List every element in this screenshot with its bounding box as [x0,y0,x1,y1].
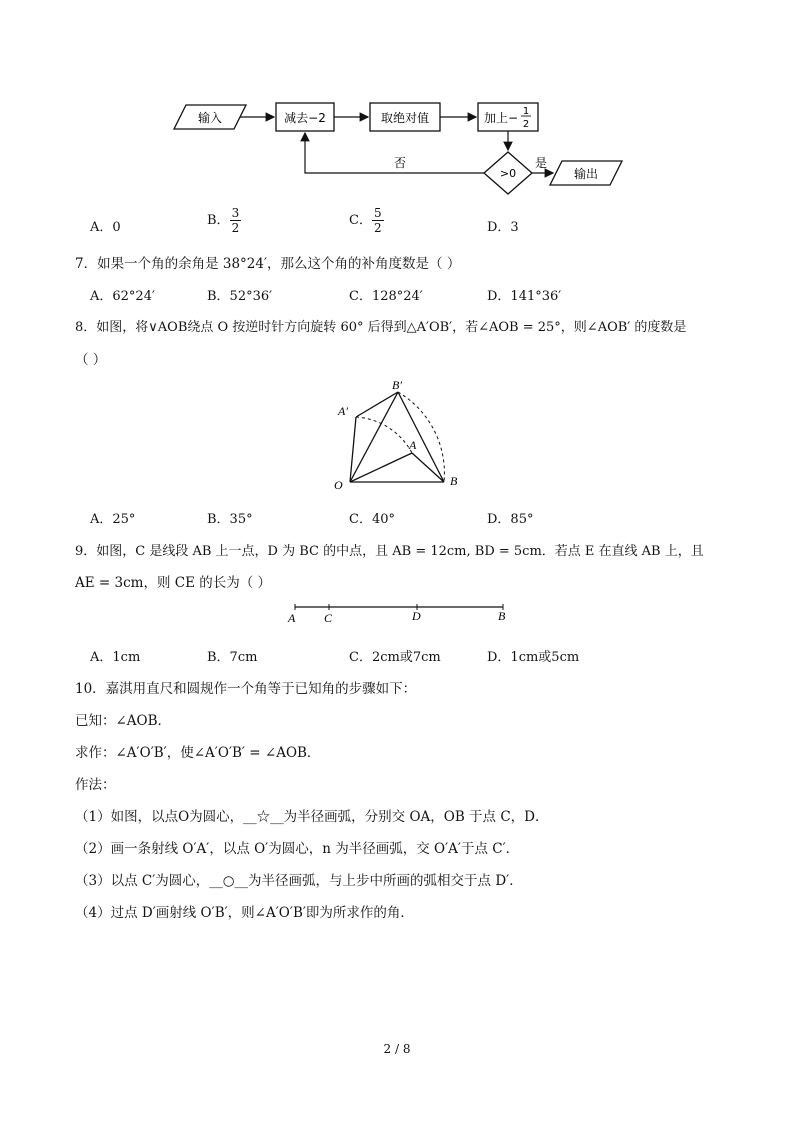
q8-option-d: D．85° [487,512,534,527]
q6-c-den: 2 [373,221,382,235]
q10-step3: （3）以点 C′为圆心，__○__为半径画弧，与上步中所画的弧相交于点 D′． [75,873,523,889]
q9-label-a: A [288,611,296,625]
add-frac-num: 1 [522,106,530,117]
q8-option-c: C．40° [349,512,395,527]
flowchart [170,95,640,195]
q10-step1: （1）如图，以点O为圆心，__☆__为半径画弧，分别交 OA，OB 于点 C，D． [75,809,549,825]
no-label: 否 [393,156,407,170]
q8-label-b: B [450,474,458,488]
q8-rotation-figure [326,373,476,495]
q7-stem: 7．如果一个角的余角是 38°24′，那么这个角的补角度数是（ ） [75,256,461,272]
q10-find: 求作：∠A′O′B′，使∠A′O′B′ = ∠AOB． [75,745,321,761]
q10-known: 已知：∠AOB． [75,713,172,729]
input-label: 输入 [197,111,223,125]
q6-b-den: 2 [231,221,240,235]
q10-method: 作法： [75,777,116,793]
q10-stem: 10．嘉淇用直尺和圆规作一个角等于已知角的步骤如下： [75,681,417,697]
output-label: 输出 [573,167,599,181]
q6-option-c-label: C． [349,213,372,228]
q9-option-d: D．1cm或5cm [487,650,580,665]
q9-option-b: B．7cm [207,650,258,665]
subtract-label: 减去−2 [284,111,326,125]
q6-option-b-frac [230,207,242,234]
add-frac-den: 2 [522,119,530,130]
q9-label-c: C [324,611,333,625]
q8-label-a: A [409,438,417,452]
q6-option-c [349,207,384,234]
q8-label-o: O [334,478,343,492]
q10-step4: （4）过点 D′画射线 O′B′，则∠A′O′B′即为所求作的角． [75,905,414,921]
q7-option-c: C．128°24′ [349,289,423,304]
q8-option-b: B．35° [207,512,253,527]
q6-option-b-label: B． [207,213,230,228]
yes-label: 是 [535,156,548,170]
q6-option-b [207,207,241,234]
q8-label-b-prime: B′ [392,378,402,392]
decision-label: >0 [499,167,517,180]
q7-option-b: B．52°36′ [207,289,273,304]
q8-label-a-prime: A′ [338,404,348,418]
q10-step2: （2）画一条射线 O′A′，以点 O′为圆心，n 为半径画弧，交 O′A′于点 C′． [75,841,520,857]
add-label: 加上− [484,111,519,125]
q6-option-a: A．0 [90,220,121,235]
q9-label-b: B [498,609,506,623]
q6-b-num: 3 [231,206,240,220]
q6-option-c-frac [372,207,384,234]
q9-label-d: D [412,609,421,623]
abs-label: 取绝对值 [380,111,430,125]
q9-option-c: C．2cm或7cm [349,650,441,665]
q8-stem-line2: （ ） [75,352,107,368]
q9-option-a: A．1cm [90,650,141,665]
q7-option-d: D．141°36′ [487,289,562,304]
q9-stem-line2: AE = 3cm，则 CE 的长为（ ） [75,575,272,591]
q7-option-a: A．62°24′ [90,289,155,304]
q6-c-num: 5 [373,206,382,220]
q9-stem-line1: 9．如图，C 是线段 AB 上一点，D 为 BC 的中点，且 AB = 12cm, BD = 5cm．若点 E 在直线 AB 上，且 [75,544,704,559]
q8-stem-line1: 8．如图，将∨AOB绕点 O 按逆时针方向旋转 60° 后得到△A′OB′，若∠AOB = 25°，则∠AOB′ 的度数是 [75,320,687,335]
q9-segment-figure [284,598,514,628]
q6-option-d: D．3 [487,220,519,235]
q8-option-a: A．25° [90,512,136,527]
page-number: 2 / 8 [383,1042,411,1056]
